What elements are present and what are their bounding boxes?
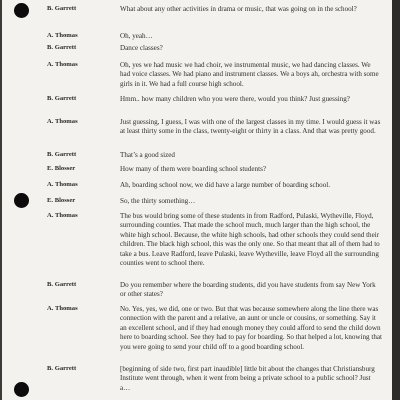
utterance-text: So, the thirty something… [120,197,196,205]
utterance-text: The bus would bring some of these students in from Radford, Pulaski, Wytheville, Floyd, surrounding counties. That made the school much, much larger than the high school, the white high school. Because, the white high schools, had other schools they could send their children. The black high school, this was the only one. So that meant that all of them had to take a bus. Leave Radford, leave Pulaski, leave Wytheville, leave Floyd all the surrounding counties went to school there. [120,212,380,268]
speaker-name: A. Thomas [47,212,78,219]
transcript-page [2,0,392,400]
utterance-text: Do you remember where the boarding students, did you have students from say New York or other states? [120,281,376,299]
speaker-name: A. Thomas [47,181,78,188]
speaker-name: B. Garrett [47,151,77,158]
utterance-text: Oh, yeah… [120,32,153,40]
speaker-name: B. Garrett [47,5,77,12]
speaker-name: B. Garrett [47,365,77,372]
speaker-name: A. Thomas [47,305,78,312]
utterance-text: No. Yes, yes, we did, one or two. But that was because somewhere along the line there was connection with the parent and a relative, an aunt or uncle or cousins, or something. Say it an excellent school, and if they had enough money they could afford to send the child down here to boarding school. See they had to pay for boarding. So that helped a lot, knowing that you were going to send your child off to a good boarding school. [120,305,383,351]
utterance-text: That’s a good sized [120,151,175,159]
utterance-text: What about any other activities in drama or music, that was going on in the school? [120,5,357,13]
speaker-name: B. Garrett [47,95,77,102]
speaker-name: A. Thomas [47,118,78,125]
speaker-name: E. Blosser [47,165,76,172]
binder-hole [14,382,29,397]
utterance-text: Dance classes? [120,44,163,52]
utterance-text: [beginning of side two, first part inaudible] little bit about the changes that Christiansburg Institute went through, when it went from being a private school to a public school? Just a… [120,365,375,392]
speaker-name: E. Blosser [47,197,76,204]
binder-hole [14,193,29,208]
binder-hole [14,3,29,18]
scan-edge [392,0,400,400]
speaker-name: B. Garrett [47,44,77,51]
utterance-text: Ah, boarding school now, we did have a large number of boarding school. [120,181,331,189]
utterance-text: Oh, yes we had music we had choir, we instrumental music, we had dancing classes. We had voice classes. We had piano and instrument classes. We a boys ah, orchestra with some girls in it. We had a full course high school. [120,61,379,88]
utterance-text: How many of them were boarding school students? [120,165,266,173]
speaker-name: B. Garrett [47,281,77,288]
speaker-name: A. Thomas [47,32,78,39]
utterance-text: Hmm.. how many children who you were there, would you think? Just guessing? [120,95,350,103]
speaker-name: A. Thomas [47,61,78,68]
utterance-text: Just guessing, I guess, I was with one of the largest classes in my time. I would guess it was at least thirty some in the class, twenty-eight or thirty in a class. And that was pretty good. [120,118,381,136]
